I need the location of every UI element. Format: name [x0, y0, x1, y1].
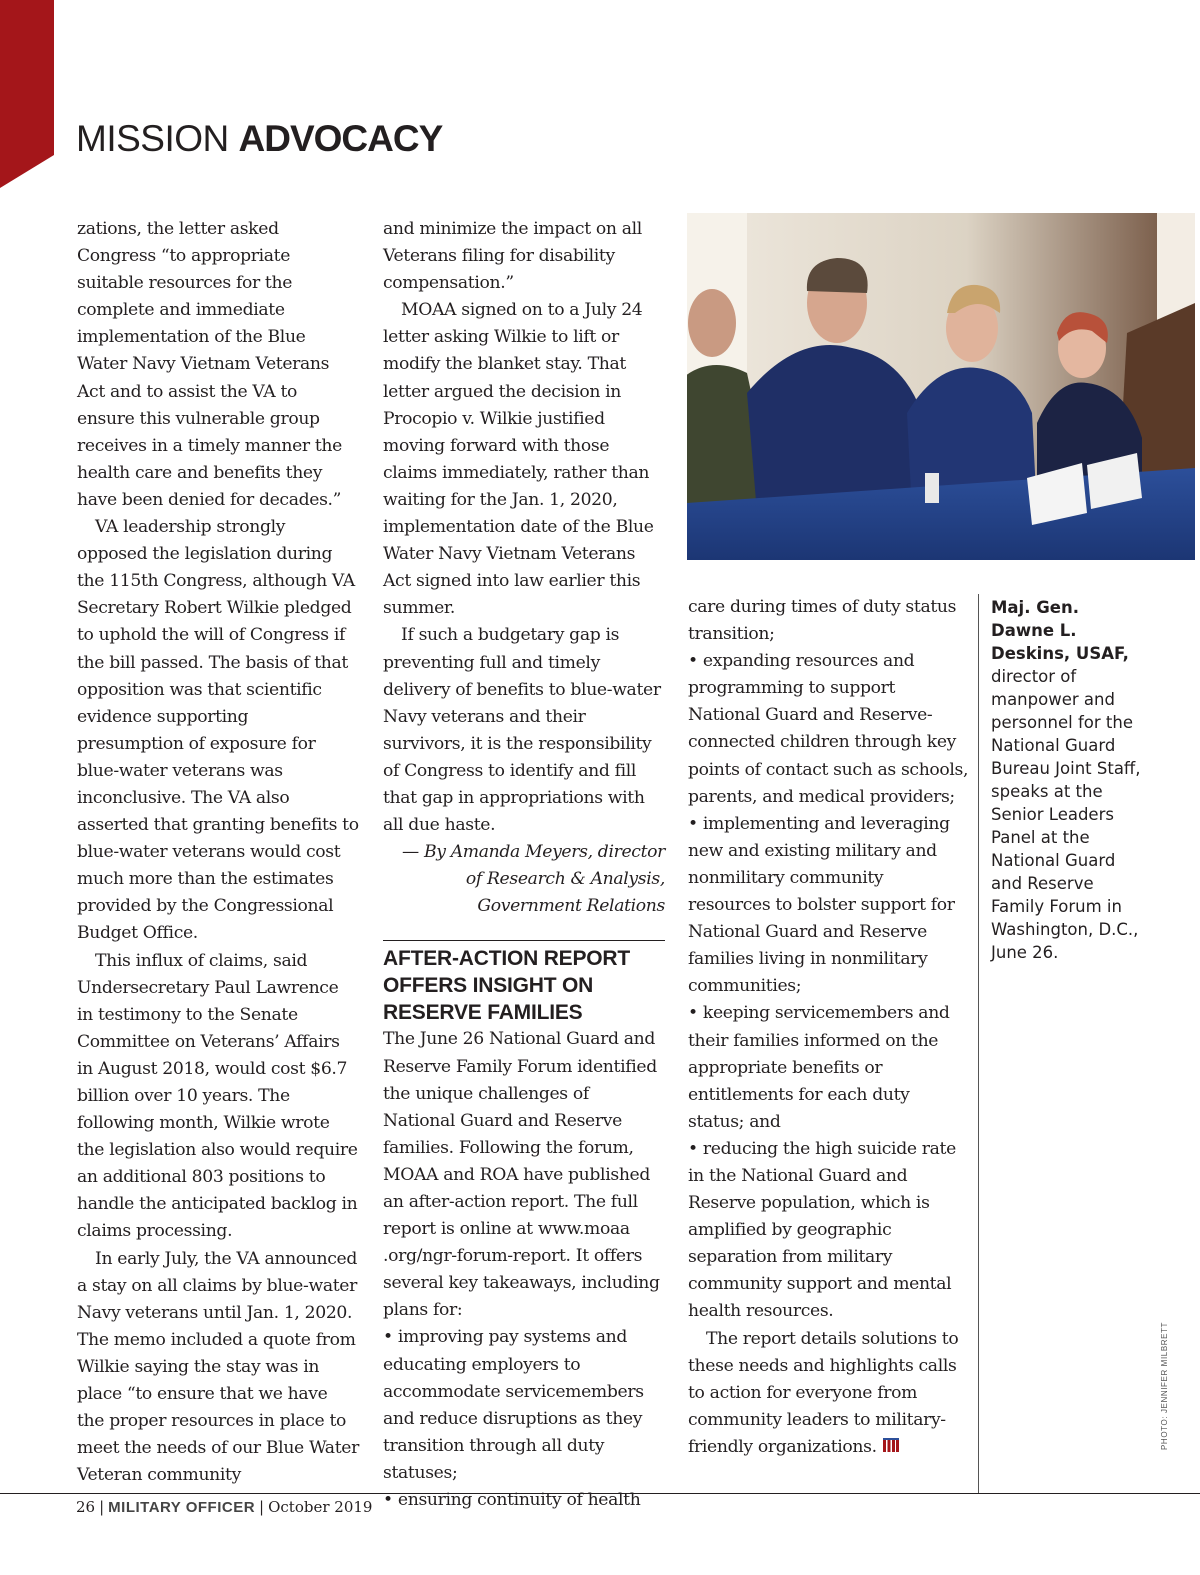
- caption-text: director of manpower and personnel for the National Guard Bureau Joint Staff, speaks at the Senior Leaders Panel at the National Guard and Reserve Family Forum in Washington, D.C., June 26.: [991, 667, 1141, 962]
- article-column-1: [77, 216, 359, 1489]
- page-footer: 26 | MILITARY OFFICER | October 2019: [76, 1498, 373, 1516]
- page-number: 26: [76, 1498, 96, 1516]
- panel-photo-illustration: [687, 213, 1195, 560]
- caption-name: Maj. Gen. Dawne L. Deskins, USAF,: [991, 598, 1129, 663]
- closing-text: The report details solutions to these needs and highlights calls to action for everyone from community leaders to military-friendly organizations.: [688, 1328, 959, 1457]
- panel-photo: [687, 213, 1195, 560]
- bullet-item: • implementing and leveraging new and existing military and nonmilitary community resources to bolster support for National Guard and Reserve families living in nonmilitary communities;: [688, 813, 955, 997]
- paragraph: The June 26 National Guard and Reserve Family Forum identified the unique challenges of National Guard and Reserve families. Following the forum, MOAA and ROA have published an after-action report. The full report is online at www.moaa .org/ngr-forum-report. It offers several key takeaways, including plans for:: [383, 1029, 660, 1321]
- end-mark-icon: [883, 1438, 899, 1454]
- section-heading-light: MISSION: [76, 118, 229, 159]
- article-column-2: [383, 216, 665, 1514]
- paragraph: [688, 1326, 970, 1461]
- section-color-tab: [0, 0, 54, 188]
- bullet-item: • ensuring continuity of health: [383, 1490, 641, 1511]
- article-column-3: [688, 594, 970, 1461]
- article-subhead: AFTER-ACTION REPORT OFFERS INSIGHT ON RESERVE FAMILIES: [383, 947, 631, 1025]
- byline-line: of Research & Analysis,: [465, 869, 665, 890]
- caption-divider: [978, 594, 979, 1494]
- paragraph: If such a budgetary gap is preventing full and timely delivery of benefits to blue-water Navy veterans and their survivors, it is the responsibility of Congress to identify and fill that gap in appropriations with all due haste.: [383, 625, 661, 836]
- section-heading-bold: ADVOCACY: [238, 118, 443, 159]
- paragraph: care during times of duty status transition;: [688, 597, 957, 645]
- photo-credit: PHOTO: JENNIFER MILBRETT: [1160, 1321, 1169, 1450]
- issue-date: October 2019: [268, 1498, 373, 1516]
- magazine-name: MILITARY OFFICER: [108, 1499, 256, 1516]
- section-divider: [383, 940, 665, 941]
- paragraph: zations, the letter asked Congress “to appropriate suitable resources for the complete and immediate implementation of the Blue Water Navy Vietnam Veterans Act and to assist the VA to ensure this vulnerable group receives in a timely manner the health care and benefits they have been denied for decades.”: [77, 219, 342, 510]
- paragraph: VA leadership strongly opposed the legislation during the 115th Congress, although VA Secretary Robert Wilkie pledged to uphold the will of Congress if the bill passed. The basis of that opposition was that scientific evidence supporting presumption of exposure for blue-water veterans was inconclusive. The VA also asserted that granting benefits to blue-water veterans would cost much more than the estimates provided by the Congressional Budget Office.: [77, 517, 359, 944]
- section-heading: [76, 118, 442, 160]
- bullet-item: • reducing the high suicide rate in the National Guard and Reserve population, which is amplified by geographic separation from military community support and mental health resources.: [688, 1138, 956, 1322]
- paragraph: and minimize the impact on all Veterans filing for disability compensation.”: [383, 219, 642, 294]
- photo-caption: [991, 596, 1141, 964]
- byline-line: — By Amanda Meyers, director: [402, 842, 665, 863]
- footer-rule: [0, 1493, 1200, 1494]
- author-byline: [383, 839, 665, 920]
- bullet-item: • keeping servicemembers and their families informed on the appropriate benefits or entitlements for each duty status; and: [688, 1003, 950, 1132]
- bullet-item: • improving pay systems and educating employers to accommodate servicemembers and reduce disruptions as they transition through all duty statuses;: [383, 1327, 644, 1483]
- byline-line: Government Relations: [477, 896, 665, 917]
- paragraph: MOAA signed on to a July 24 letter asking Wilkie to lift or modify the blanket stay. That letter argued the decision in Procopio v. Wilkie justified moving forward with those claims immediately, rather than waiting for the Jan. 1, 2020, implementation date of the Blue Water Navy Vietnam Veterans Act signed into law earlier this summer.: [383, 300, 654, 619]
- paragraph: In early July, the VA announced a stay on all claims by blue-water Navy veterans until Jan. 1, 2020. The memo included a quote from Wilkie saying the stay was in place “to ensure that we have the proper resources in place to meet the needs of our Blue Water Veteran community: [77, 1248, 359, 1486]
- paragraph: This influx of claims, said Undersecretary Paul Lawrence in testimony to the Senate Committee on Veterans’ Affairs in August 2018, would cost $6.7 billion over 10 years. The following month, Wilkie wrote the legislation also would require an additional 803 positions to handle the anticipated backlog in claims processing.: [77, 950, 358, 1242]
- bullet-item: • expanding resources and programming to support National Guard and Reserve-connected children through key points of contact such as schools, parents, and medical providers;: [688, 651, 969, 807]
